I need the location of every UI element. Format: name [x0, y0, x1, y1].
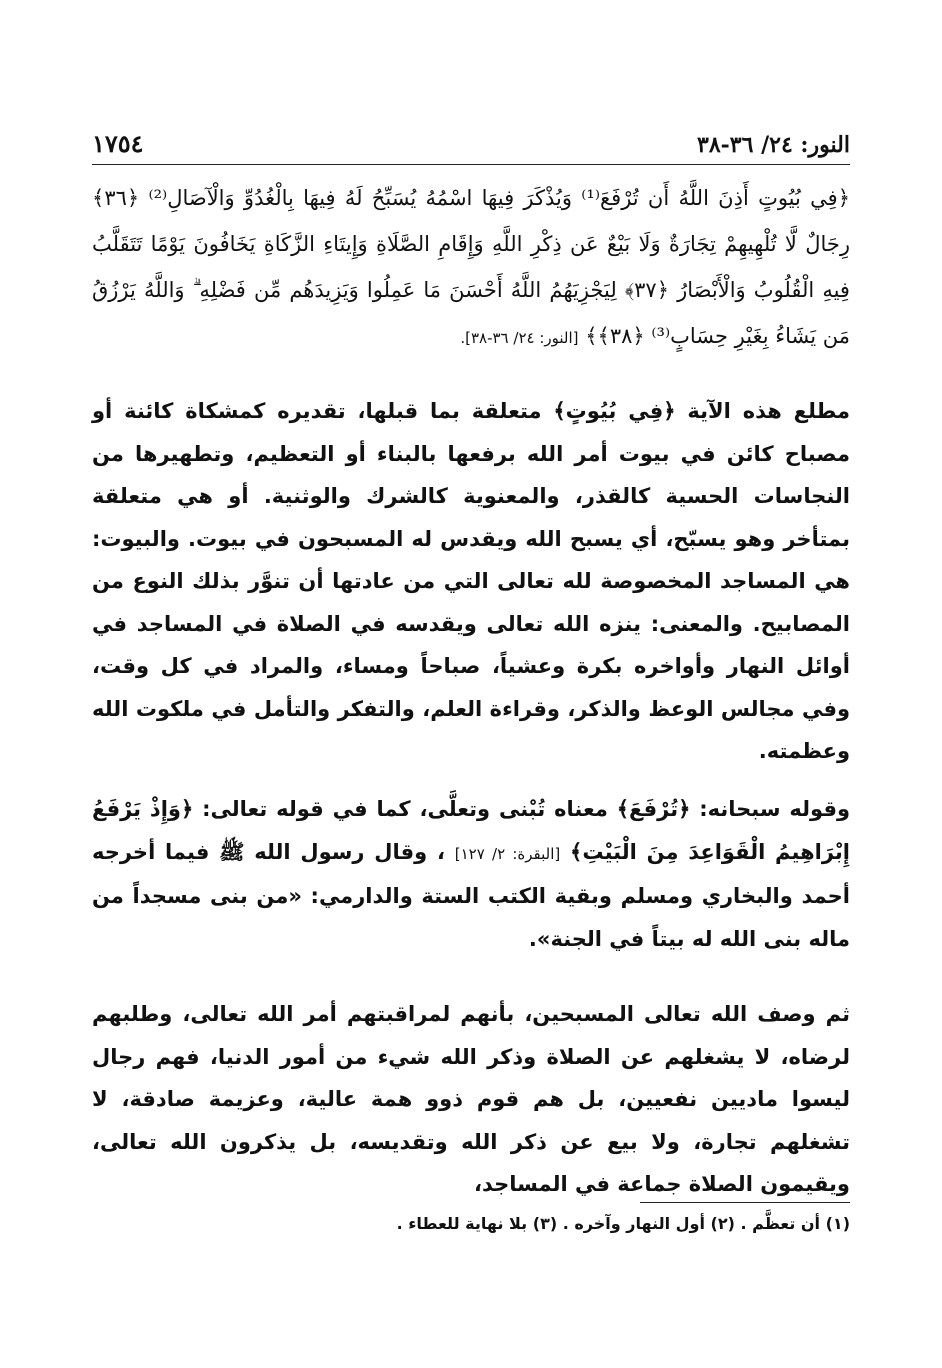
paragraph-text: مطلع هذه الآية ﴿فِي بُيُوتٍ﴾ متعلقة بما قبلها، تقديره كمشكاة كائنة أو مصباح كائن في بيوت أمر الله برفعها بالبناء أو التعظيم، وتطهيرها من النجاسات الحسية كالقذر، والمعنوية كالشرك والوثنية. أو هي متعلقة بمتأخر وهو يسبّح، أي يسبح الله ويقدس له المسبحون في بيوت. والبيوت: هي المساجد المخصوصة لله تعالى التي من عادتها أن تنوَّر بذلك النوع من المصابيح. والمعنى: ينزه الله تعالى ويقدسه في الصلاة في المساجد في أوائل النهار وأواخره بكرة وعشياً، صباحاً ومساء، والمراد في كل وقت، وفي مجالس الوعظ والذكر، وقراءة العلم، والتفكر والتأمل في ملكوت الله وعظمته.	[92, 399, 850, 763]
paragraph-text-part-a: وقوله سبحانه: ﴿تُرْفَعَ﴾ معناه تُبْنى وتعلَّى، كما في قوله تعالى: ﴿وَإِذْ يَرْفَعُ إِبْرَاهِيمُ الْقَوَاعِدَ مِنَ الْبَيْتِ﴾	[92, 797, 851, 864]
page-number: ١٧٥٤	[92, 129, 144, 158]
commentary-paragraph-3	[92, 993, 850, 1206]
paragraph-text: ثم وصف الله تعالى المسبحين، بأنهم لمراقبتهم أمر الله تعالى، وطلبهم لرضاه، لا يشغلهم عن الصلاة وذكر الله شيء من أمور الدنيا، فهم رجال ليسوا ماديين نفعيين، بل هم قوم ذوو همة عالية، وعزيمة صادقة، لا تشغلهم تجارة، ولا بيع عن ذكر الله وتقديسه، بل يذكرون الله تعالى، ويقيمون الصلاة جماعة في المساجد،	[92, 1002, 850, 1196]
paragraph-text-part-b: ، وقال رسول الله ﷺ فيما أخرجه أحمد والبخاري ومسلم وبقية الكتب الستة والدارمي: «من بنى مسجداً من ماله بنى الله له بيتاً في الجنة».	[92, 839, 850, 951]
footnotes: (١) أن تعظَّم . (٢) أول النهار وآخره . (٣) بلا نهاية للعطاء .	[396, 1214, 850, 1233]
surah-reference: النور: ٢٤/ ٣٦-٣٨	[697, 132, 850, 158]
page-header	[92, 118, 850, 165]
quran-verse-block	[92, 175, 850, 361]
footnote-divider	[640, 1202, 850, 1203]
commentary-paragraph-2	[92, 788, 850, 960]
paragraph-text	[92, 788, 850, 960]
commentary-paragraph-1	[92, 390, 850, 773]
verse-text: ﴿فِي بُيُوتٍ أَذِنَ اللَّهُ أَن تُرْفَعَ⁽¹⁾ وَيُذْكَرَ فِيهَا اسْمُهُ يُسَبِّحُ لَهُ فِيهَا بِالْغُدُوِّ وَالْآصَالِ⁽²⁾ ﴿٣٦﴾ رِجَالٌ لَّا تُلْهِيهِمْ تِجَارَةٌ وَلَا بَيْعٌ عَن ذِكْرِ اللَّهِ وَإِقَامِ الصَّلَاةِ وَإِيتَاءِ الزَّكَاةِ يَخَافُونَ يَوْمًا تَتَقَلَّبُ فِيهِ الْقُلُوبُ وَالْأَبْصَارُ ﴿٣٧﴾ لِيَجْزِيَهُمُ اللَّهُ أَحْسَنَ مَا عَمِلُوا وَيَزِيدَهُم مِّن فَضْلِهِ ۗ وَاللَّهُ يَرْزُقُ مَن يَشَاءُ بِغَيْرِ حِسَابٍ⁽³⁾ ﴿٣٨﴾﴾	[92, 186, 850, 348]
verse-citation: [النور: ٢٤/ ٣٦-٣٨].	[460, 329, 579, 347]
baqarah-citation: [البقرة: ٢/ ١٢٧]	[454, 844, 561, 863]
